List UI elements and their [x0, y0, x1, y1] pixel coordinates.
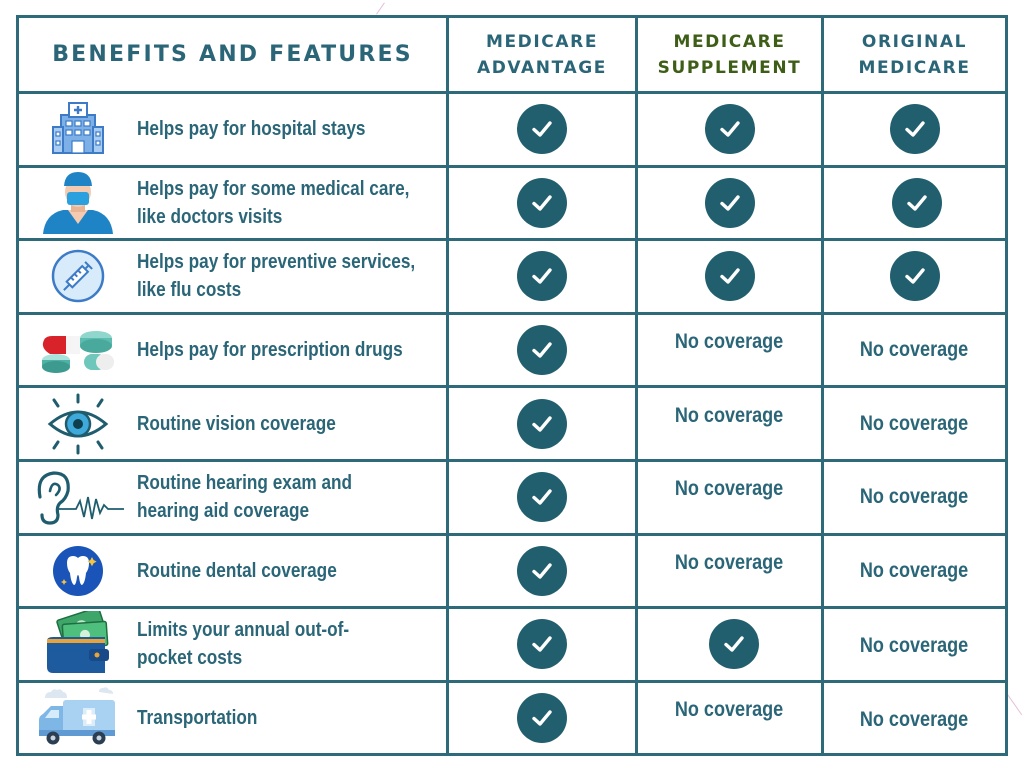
- feature-label-line: Helps pay for prescription drugs: [137, 339, 403, 362]
- column-header-line: MEDICARE: [858, 57, 971, 78]
- checkmark-icon: [890, 104, 940, 154]
- coverage-cell-medicare-supplement: [637, 608, 823, 682]
- coverage-cell-medicare-advantage: [448, 93, 637, 167]
- checkmark-icon: [890, 251, 940, 301]
- checkmark-icon: [517, 693, 567, 743]
- table-row: [18, 681, 1007, 755]
- checkmark-icon: [517, 251, 567, 301]
- coverage-cell-medicare-advantage: [448, 534, 637, 608]
- feature-cell: [18, 240, 448, 314]
- feature-label: [137, 616, 349, 672]
- no-coverage-text: No coverage: [860, 634, 969, 658]
- checkmark-icon: [892, 178, 942, 228]
- coverage-cell-original-medicare: [823, 93, 1007, 167]
- no-coverage-text: No coverage: [675, 550, 784, 574]
- ear-icon: [19, 463, 137, 531]
- feature-label: [137, 336, 403, 364]
- table-row: [18, 460, 1007, 534]
- feature-label: [137, 557, 337, 585]
- coverage-cell-medicare-advantage: [448, 313, 637, 387]
- features-header: BENEFITS AND FEATURES: [18, 17, 448, 93]
- coverage-cell-medicare-supplement: [637, 681, 823, 755]
- checkmark-icon: [705, 251, 755, 301]
- table-row: [18, 608, 1007, 682]
- table-row: [18, 166, 1007, 240]
- column-header-line: MEDICARE: [673, 31, 786, 52]
- coverage-cell-original-medicare: [823, 608, 1007, 682]
- syringe-icon: [19, 242, 137, 310]
- feature-label-line: hearing aid coverage: [137, 500, 310, 523]
- coverage-cell-original-medicare: [823, 534, 1007, 608]
- feature-label: [137, 115, 365, 143]
- checkmark-icon: [517, 325, 567, 375]
- checkmark-icon: [517, 546, 567, 596]
- no-coverage-text: No coverage: [675, 403, 784, 427]
- coverage-cell-medicare-advantage: [448, 608, 637, 682]
- feature-label-line: Transportation: [137, 707, 258, 730]
- no-coverage-text: No coverage: [675, 477, 784, 501]
- coverage-cell-medicare-supplement: [637, 534, 823, 608]
- column-header-line: ORIGINAL: [861, 31, 968, 52]
- feature-label: [137, 410, 336, 438]
- header-row: [18, 17, 1007, 93]
- column-header-original-medicare: [823, 17, 1007, 93]
- decorative-line: [376, 3, 385, 15]
- pills-icon: [19, 316, 137, 384]
- doctor-icon: [19, 169, 137, 237]
- column-header-medicare-advantage: [448, 17, 637, 93]
- feature-cell: [18, 313, 448, 387]
- column-header-line: ADVANTAGE: [476, 57, 608, 78]
- rows-body: [18, 93, 1007, 755]
- wallet-icon: [19, 610, 137, 678]
- coverage-cell-medicare-supplement: [637, 93, 823, 167]
- checkmark-icon: [709, 619, 759, 669]
- table-row: [18, 534, 1007, 608]
- feature-label-line: Routine hearing exam and: [137, 472, 353, 495]
- coverage-cell-medicare-advantage: [448, 166, 637, 240]
- coverage-cell-medicare-advantage: [448, 460, 637, 534]
- coverage-cell-medicare-supplement: [637, 460, 823, 534]
- coverage-cell-medicare-supplement: [637, 240, 823, 314]
- feature-label-line: Helps pay for hospital stays: [137, 118, 366, 141]
- checkmark-icon: [705, 104, 755, 154]
- checkmark-icon: [517, 104, 567, 154]
- coverage-cell-medicare-advantage: [448, 681, 637, 755]
- table-row: [18, 93, 1007, 167]
- checkmark-icon: [517, 472, 567, 522]
- feature-label-line: Routine dental coverage: [137, 559, 337, 582]
- feature-label-line: pocket costs: [137, 647, 243, 670]
- feature-cell: [18, 534, 448, 608]
- tooth-icon: [19, 537, 137, 605]
- coverage-cell-medicare-supplement: [637, 166, 823, 240]
- checkmark-icon: [517, 619, 567, 669]
- ambulance-icon: [19, 684, 137, 752]
- feature-label: [137, 175, 409, 231]
- coverage-cell-medicare-advantage: [448, 387, 637, 461]
- feature-label-line: Helps pay for preventive services,: [137, 251, 416, 274]
- feature-cell: [18, 608, 448, 682]
- column-header-line: MEDICARE: [485, 31, 599, 52]
- feature-label: [137, 704, 257, 732]
- feature-cell: [18, 460, 448, 534]
- feature-label-line: like flu costs: [137, 279, 242, 302]
- feature-cell: [18, 681, 448, 755]
- checkmark-icon: [517, 178, 567, 228]
- feature-label-line: like doctors visits: [137, 205, 283, 228]
- coverage-cell-original-medicare: [823, 240, 1007, 314]
- column-header-medicare-supplement: [637, 17, 823, 93]
- no-coverage-text: No coverage: [860, 411, 969, 435]
- eye-icon: [19, 390, 137, 458]
- column-header-line: SUPPLEMENT: [657, 57, 802, 78]
- feature-label-line: Limits your annual out-of-: [137, 619, 350, 642]
- table-row: [18, 387, 1007, 461]
- feature-label: [137, 248, 415, 304]
- no-coverage-text: No coverage: [675, 330, 784, 354]
- coverage-cell-original-medicare: [823, 313, 1007, 387]
- feature-label-line: Routine vision coverage: [137, 412, 336, 435]
- no-coverage-text: No coverage: [675, 698, 784, 722]
- feature-label: [137, 469, 352, 525]
- feature-cell: [18, 166, 448, 240]
- checkmark-icon: [517, 399, 567, 449]
- coverage-cell-medicare-supplement: [637, 387, 823, 461]
- coverage-cell-original-medicare: [823, 460, 1007, 534]
- feature-cell: [18, 387, 448, 461]
- coverage-cell-original-medicare: [823, 681, 1007, 755]
- no-coverage-text: No coverage: [860, 708, 969, 732]
- comparison-table: [16, 15, 1008, 756]
- no-coverage-text: No coverage: [860, 338, 969, 362]
- feature-label-line: Helps pay for some medical care,: [137, 177, 410, 200]
- coverage-cell-medicare-advantage: [448, 240, 637, 314]
- checkmark-icon: [705, 178, 755, 228]
- coverage-cell-original-medicare: [823, 387, 1007, 461]
- feature-cell: [18, 93, 448, 167]
- table-row: [18, 240, 1007, 314]
- table-row: [18, 313, 1007, 387]
- coverage-cell-original-medicare: [823, 166, 1007, 240]
- no-coverage-text: No coverage: [860, 558, 969, 582]
- no-coverage-text: No coverage: [860, 485, 969, 509]
- hospital-icon: [19, 95, 137, 163]
- coverage-cell-medicare-supplement: [637, 313, 823, 387]
